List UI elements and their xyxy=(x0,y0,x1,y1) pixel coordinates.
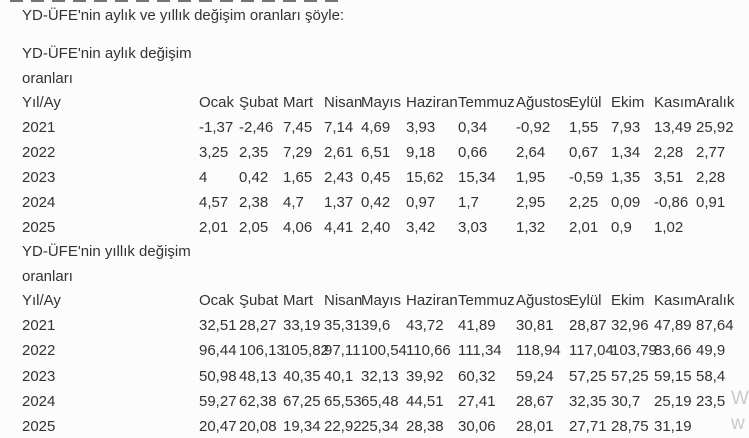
watermark-letter: W xyxy=(731,388,749,409)
cell: 3,51 xyxy=(654,169,684,186)
table-row xyxy=(0,317,749,337)
cell: 105,82 xyxy=(283,342,329,359)
year-label: 2021 xyxy=(22,119,56,136)
cell: 20,47 xyxy=(199,418,237,435)
cell: 2,05 xyxy=(239,219,269,236)
yearly-column-header-row xyxy=(0,292,749,312)
cell: 96,44 xyxy=(199,342,237,359)
cell: 30,7 xyxy=(611,393,641,410)
column-header-kasim: Kasım xyxy=(654,292,697,309)
cell: 59,24 xyxy=(516,368,554,385)
column-header-agustos: Ağustos xyxy=(516,292,571,309)
year-label: 2025 xyxy=(22,418,56,435)
cell: 0,34 xyxy=(458,119,488,136)
column-header-mayis: Mayıs xyxy=(361,94,402,111)
monthly-table-heading-line2: oranları xyxy=(22,70,73,87)
column-header-kasim: Kasım xyxy=(654,94,697,111)
cell: 58,4 xyxy=(696,368,726,385)
cell: 2,01 xyxy=(569,219,599,236)
monthly-column-header-row xyxy=(0,94,749,114)
cell: 35,31 xyxy=(324,317,362,334)
cell: 25,34 xyxy=(361,418,399,435)
cell: -0,86 xyxy=(654,194,689,211)
cell: 1,65 xyxy=(283,169,313,186)
year-label: 2022 xyxy=(22,342,56,359)
column-header-mayis: Mayıs xyxy=(361,292,402,309)
table-row xyxy=(0,144,749,164)
column-header-ocak: Ocak xyxy=(199,94,235,111)
cell: 83,66 xyxy=(654,342,692,359)
cell: 2,95 xyxy=(516,194,546,211)
cell: 0,67 xyxy=(569,144,599,161)
table-row xyxy=(0,418,749,438)
monthly-table-heading-line1: YD-ÜFE'nin aylık değişim xyxy=(22,45,192,62)
cell: 30,81 xyxy=(516,317,554,334)
column-header-temmuz: Temmuz xyxy=(458,94,515,111)
column-header-eylul: Eylül xyxy=(569,94,602,111)
table-row xyxy=(0,169,749,189)
column-header-ocak: Ocak xyxy=(199,292,235,309)
watermark-letter: w xyxy=(731,413,745,434)
cell: 2,28 xyxy=(696,169,726,186)
cell: 4,06 xyxy=(283,219,313,236)
cell: 2,01 xyxy=(199,219,229,236)
cell: 60,32 xyxy=(458,368,496,385)
cell: 0,45 xyxy=(361,169,391,186)
table-row xyxy=(0,219,749,239)
year-month-axis-label: Yıl/Ay xyxy=(22,292,61,309)
cropped-text-remnant xyxy=(10,0,346,2)
cell: 4,57 xyxy=(199,194,229,211)
table-row xyxy=(0,368,749,388)
cell: 97,11 xyxy=(324,342,361,359)
cell: 3,93 xyxy=(406,119,436,136)
year-label: 2023 xyxy=(22,169,56,186)
cell: 0,42 xyxy=(361,194,391,211)
cell: 59,15 xyxy=(654,368,692,385)
cell: 110,66 xyxy=(406,342,451,359)
watermark xyxy=(731,386,749,438)
cell: 40,35 xyxy=(283,368,321,385)
cell: 4 xyxy=(199,169,208,186)
cell: 20,08 xyxy=(239,418,277,435)
cell: 3,03 xyxy=(458,219,488,236)
cell: 57,25 xyxy=(611,368,649,385)
cell: 31,19 xyxy=(654,418,692,435)
cell: 65,48 xyxy=(361,393,399,410)
cell: 2,77 xyxy=(696,144,726,161)
year-month-axis-label: Yıl/Ay xyxy=(22,94,61,111)
cell: 1,02 xyxy=(654,219,684,236)
cell: 2,35 xyxy=(239,144,269,161)
column-header-nisan: Nisan xyxy=(324,292,363,309)
cell: 0,97 xyxy=(406,194,436,211)
cell: 111,34 xyxy=(458,342,502,359)
cell: 6,51 xyxy=(361,144,391,161)
cell: 48,13 xyxy=(239,368,277,385)
cell: 43,72 xyxy=(406,317,444,334)
cell: 0,09 xyxy=(611,194,641,211)
table-row xyxy=(0,393,749,413)
cell: 2,25 xyxy=(569,194,599,211)
cell: 1,35 xyxy=(611,169,641,186)
cell: 1,34 xyxy=(611,144,641,161)
cell: 0,66 xyxy=(458,144,488,161)
cell: 44,51 xyxy=(406,393,444,410)
column-header-agustos: Ağustos xyxy=(516,94,571,111)
cell: 28,27 xyxy=(239,317,277,334)
cell: 67,25 xyxy=(283,393,321,410)
cell: 57,25 xyxy=(569,368,607,385)
cell: 1,7 xyxy=(458,194,479,211)
column-header-eylul: Eylül xyxy=(569,292,602,309)
column-header-aralik: Aralık xyxy=(696,94,735,111)
cell: 1,37 xyxy=(324,194,354,211)
year-label: 2021 xyxy=(22,317,56,334)
year-label: 2024 xyxy=(22,194,56,211)
cell: 100,54 xyxy=(361,342,407,359)
cell: 23,5 xyxy=(696,393,726,410)
year-label: 2025 xyxy=(22,219,56,236)
cell: 59,27 xyxy=(199,393,237,410)
column-header-haziran: Haziran xyxy=(406,94,458,111)
cell: 2,61 xyxy=(324,144,354,161)
cell: 39,6 xyxy=(361,317,391,334)
cell: 13,49 xyxy=(654,119,692,136)
cell: 32,35 xyxy=(569,393,607,410)
column-header-mart: Mart xyxy=(283,94,313,111)
cell: 47,89 xyxy=(654,317,692,334)
year-label: 2023 xyxy=(22,368,56,385)
column-header-nisan: Nisan xyxy=(324,94,363,111)
cell: 22,92 xyxy=(324,418,362,435)
cell: -0,59 xyxy=(569,169,604,186)
cell: 4,69 xyxy=(361,119,391,136)
cell: 49,9 xyxy=(696,342,726,359)
cell: 2,43 xyxy=(324,169,354,186)
cell: 3,42 xyxy=(406,219,436,236)
cell: 28,75 xyxy=(611,418,649,435)
cell: 2,38 xyxy=(239,194,269,211)
cell: -1,37 xyxy=(199,119,234,136)
cell: 118,94 xyxy=(516,342,561,359)
cell: 65,53 xyxy=(324,393,362,410)
cell: -0,92 xyxy=(516,119,551,136)
table-row xyxy=(0,342,749,362)
cell: 41,89 xyxy=(458,317,496,334)
yearly-table-heading-line2: oranları xyxy=(22,268,73,285)
cell: 7,93 xyxy=(611,119,641,136)
cell: 2,64 xyxy=(516,144,546,161)
cell: 1,32 xyxy=(516,219,546,236)
cell: 15,62 xyxy=(406,169,444,186)
table-row xyxy=(0,119,749,139)
cell: 30,06 xyxy=(458,418,496,435)
column-header-subat: Şubat xyxy=(239,292,279,309)
cell: 0,42 xyxy=(239,169,269,186)
page-title: YD-ÜFE'nin aylık ve yıllık değişim oranları şöyle: xyxy=(22,7,345,24)
cell: 27,41 xyxy=(458,393,496,410)
cell: 87,64 xyxy=(696,317,734,334)
cell: 32,13 xyxy=(361,368,399,385)
cell: 7,29 xyxy=(283,144,313,161)
cell: 28,87 xyxy=(569,317,607,334)
year-label: 2024 xyxy=(22,393,56,410)
cell: 0,91 xyxy=(696,194,726,211)
cell: -2,46 xyxy=(239,119,274,136)
cell: 2,28 xyxy=(654,144,684,161)
column-header-ekim: Ekim xyxy=(611,94,645,111)
table-row xyxy=(0,194,749,214)
cell: 4,41 xyxy=(324,219,354,236)
column-header-haziran: Haziran xyxy=(406,292,458,309)
cell: 19,34 xyxy=(283,418,321,435)
cell: 103,79 xyxy=(611,342,657,359)
column-header-subat: Şubat xyxy=(239,94,279,111)
cell: 0,9 xyxy=(611,219,632,236)
cell: 28,01 xyxy=(516,418,554,435)
cell: 25,92 xyxy=(696,119,734,136)
cell: 28,67 xyxy=(516,393,554,410)
cell: 7,45 xyxy=(283,119,313,136)
cell: 27,71 xyxy=(569,418,607,435)
cell: 25,19 xyxy=(654,393,692,410)
cell: 39,92 xyxy=(406,368,444,385)
cell: 2,40 xyxy=(361,219,391,236)
column-header-ekim: Ekim xyxy=(611,292,645,309)
cell: 7,14 xyxy=(324,119,354,136)
cell: 1,55 xyxy=(569,119,599,136)
cell: 32,51 xyxy=(199,317,237,334)
year-label: 2022 xyxy=(22,144,56,161)
cell: 4,7 xyxy=(283,194,304,211)
cell: 62,38 xyxy=(239,393,277,410)
column-header-aralik: Aralık xyxy=(696,292,735,309)
cell: 50,98 xyxy=(199,368,237,385)
column-header-mart: Mart xyxy=(283,292,313,309)
cell: 33,19 xyxy=(283,317,321,334)
cell: 3,25 xyxy=(199,144,229,161)
cell: 9,18 xyxy=(406,144,436,161)
cell: 15,34 xyxy=(458,169,496,186)
cell: 106,13 xyxy=(239,342,285,359)
cell: 117,04 xyxy=(569,342,614,359)
cell: 1,95 xyxy=(516,169,546,186)
cell: 28,38 xyxy=(406,418,444,435)
column-header-temmuz: Temmuz xyxy=(458,292,515,309)
yearly-table-heading-line1: YD-ÜFE'nin yıllık değişim xyxy=(22,243,191,260)
cell: 40,1 xyxy=(324,368,354,385)
cell: 32,96 xyxy=(611,317,649,334)
